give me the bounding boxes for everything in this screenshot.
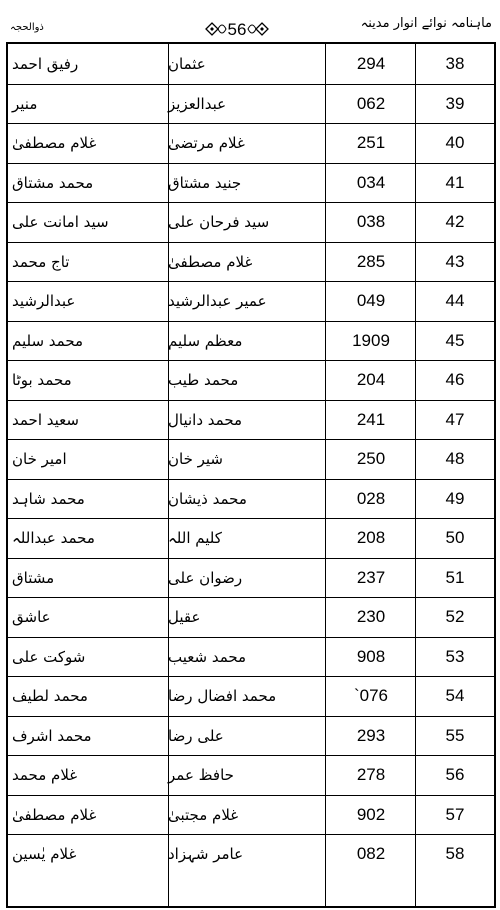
roll-code: 251 xyxy=(356,133,386,153)
roll-code: 1909 xyxy=(352,330,390,350)
father-name: مشتاق xyxy=(12,568,55,587)
serial-number: 39 xyxy=(445,93,465,113)
student-name: عمیر عبدالرشید xyxy=(168,292,267,311)
serial-number: 43 xyxy=(445,251,465,271)
serial-number: 52 xyxy=(445,607,465,627)
father-name: محمد سلیم xyxy=(12,331,84,350)
serial-number: 58 xyxy=(445,844,465,864)
serial-number: 44 xyxy=(445,291,465,311)
serial-number: 56 xyxy=(445,765,465,785)
student-name: سید فرحان علی xyxy=(168,213,270,232)
serial-number: 42 xyxy=(445,212,465,232)
table-row xyxy=(8,202,494,242)
table-row xyxy=(8,400,494,440)
father-name: غلام مصطفیٰ xyxy=(12,134,97,153)
roll-code: 230 xyxy=(356,607,386,627)
serial-number: 55 xyxy=(445,725,465,745)
father-name: سعید احمد xyxy=(12,410,79,429)
father-name: محمد عبداللہ xyxy=(12,529,95,548)
father-name: غلام مصطفیٰ xyxy=(12,805,97,824)
page-header xyxy=(0,0,500,42)
father-name: امیر خان xyxy=(12,450,67,469)
roll-code: 208 xyxy=(356,528,386,548)
table-row xyxy=(8,716,494,756)
student-name: غلام مجتبیٰ xyxy=(168,805,239,824)
table-row xyxy=(8,637,494,677)
father-name: عبدالرشید xyxy=(12,292,76,311)
student-name: غلام مرتضیٰ xyxy=(168,134,245,153)
roll-code: 204 xyxy=(356,370,386,390)
table-row xyxy=(8,795,494,835)
father-name: غلام محمد xyxy=(12,766,78,785)
table-row xyxy=(8,360,494,400)
table-row xyxy=(8,439,494,479)
table-row xyxy=(8,755,494,795)
table-row xyxy=(8,84,494,124)
roll-code: 293 xyxy=(356,725,386,745)
student-name: محمد دانیال xyxy=(168,410,243,429)
serial-number: 47 xyxy=(445,409,465,429)
table-row xyxy=(8,518,494,558)
roll-code: 237 xyxy=(356,567,386,587)
table-row xyxy=(8,123,494,163)
father-name: عاشق xyxy=(12,608,51,627)
roll-code: 034 xyxy=(356,172,386,192)
father-name: سید امانت علی xyxy=(12,213,109,232)
father-name: رفیق احمد xyxy=(12,54,79,73)
serial-number: 40 xyxy=(445,133,465,153)
roll-code: 062 xyxy=(356,93,386,113)
father-name: محمد مشتاق xyxy=(12,173,94,192)
serial-number: 51 xyxy=(445,567,465,587)
roll-code: 278 xyxy=(356,765,386,785)
student-name: محمد افضال رضا xyxy=(168,687,277,706)
student-name: علی رضا xyxy=(168,726,224,745)
table-row xyxy=(8,597,494,637)
father-name: محمد بوٹا xyxy=(12,371,72,390)
roll-code: 028 xyxy=(356,488,386,508)
student-name: جنید مشتاق xyxy=(168,173,242,192)
student-name: محمد شعیب xyxy=(168,647,247,666)
serial-number: 41 xyxy=(445,172,465,192)
roll-code: 285 xyxy=(356,251,386,271)
table-row xyxy=(8,321,494,361)
roll-code: 908 xyxy=(356,646,386,666)
student-name: محمد ذیشان xyxy=(168,489,247,508)
student-name: رضوان علی xyxy=(168,568,243,587)
student-name: محمد طیب xyxy=(168,371,239,390)
roll-code: 082 xyxy=(356,844,386,864)
serial-number: 54 xyxy=(445,686,465,706)
roll-code: 250 xyxy=(356,449,386,469)
father-name: غلام یٰسین xyxy=(12,845,77,864)
serial-number: 50 xyxy=(445,528,465,548)
father-name: شوکت علی xyxy=(12,647,86,666)
table-row xyxy=(8,163,494,203)
father-name: محمد لطیف xyxy=(12,687,88,706)
roll-code: `076 xyxy=(353,686,389,706)
table-row xyxy=(8,479,494,519)
father-name: تاج محمد xyxy=(12,252,70,271)
roll-code: 294 xyxy=(356,53,386,73)
table-row xyxy=(8,676,494,716)
serial-number: 49 xyxy=(445,488,465,508)
magazine-title: ماہنامہ نوائے انوار مدینہ xyxy=(360,16,492,31)
serial-number: 38 xyxy=(445,53,465,73)
roll-code: 241 xyxy=(356,409,386,429)
student-name: شیر خان xyxy=(168,450,223,469)
serial-number: 48 xyxy=(445,449,465,469)
table-row xyxy=(8,558,494,598)
student-name: عبدالعزیز xyxy=(168,94,227,113)
student-name: عثمان xyxy=(168,54,206,73)
roll-code: 049 xyxy=(356,291,386,311)
student-name: غلام مصطفیٰ xyxy=(168,252,253,271)
serial-number: 53 xyxy=(445,646,465,666)
father-name: منیر xyxy=(12,94,38,113)
page-number-ornament xyxy=(204,19,270,39)
student-name: معظم سلیم xyxy=(168,331,243,350)
serial-number: 57 xyxy=(445,804,465,824)
page-number: 56 xyxy=(227,20,247,39)
roll-code: 902 xyxy=(356,804,386,824)
student-name: عامر شہزاد xyxy=(168,845,244,864)
father-name: محمد اشرف xyxy=(12,726,92,745)
serial-number: 46 xyxy=(445,370,465,390)
father-name: محمد شاہد xyxy=(12,489,85,508)
table-row xyxy=(8,44,494,84)
results-table xyxy=(6,42,496,908)
month-label: ذوالحجہ xyxy=(10,22,44,33)
student-name: حافظ عمر xyxy=(168,766,234,785)
table-row xyxy=(8,834,494,874)
student-name: کلیم اللہ xyxy=(168,529,222,548)
serial-number: 45 xyxy=(445,330,465,350)
student-name: عقیل xyxy=(168,608,201,627)
table-row xyxy=(8,281,494,321)
table-row xyxy=(8,242,494,282)
roll-code: 038 xyxy=(356,212,386,232)
